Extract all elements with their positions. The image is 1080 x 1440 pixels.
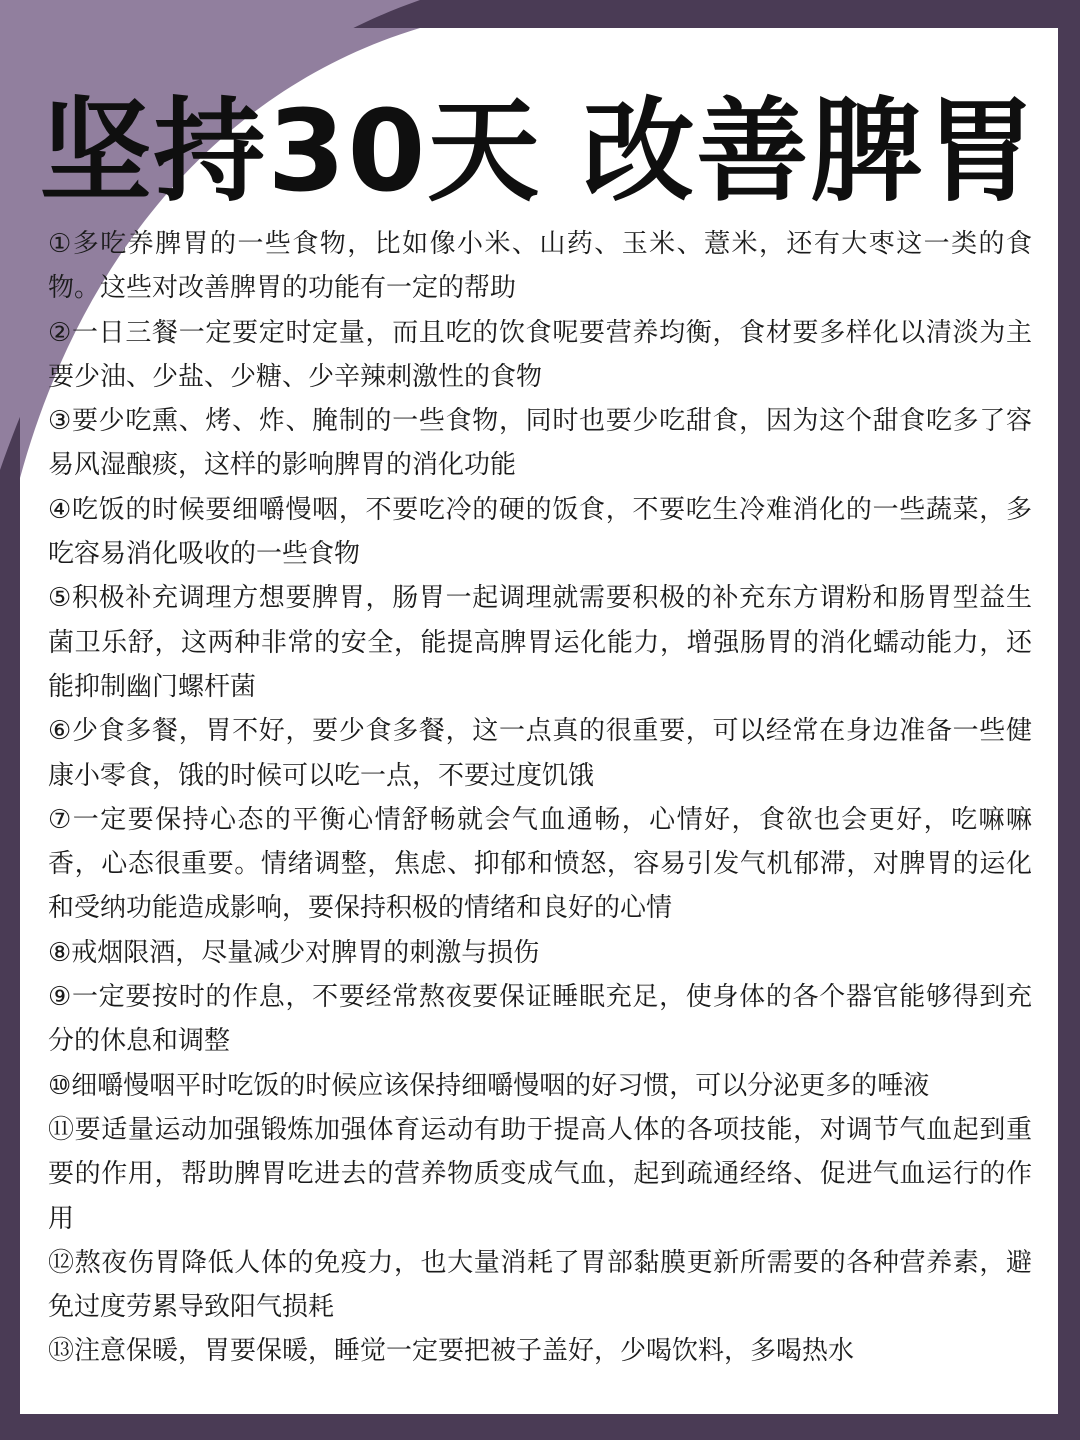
- tip-item: ①多吃养脾胃的一些食物，比如像小米、山药、玉米、薏米，还有大枣这一类的食物。这些对改善脾胃的功能有一定的帮助: [48, 229, 1032, 304]
- tip-item: ⑫熬夜伤胃降低人体的免疫力，也大量消耗了胃部黏膜更新所需要的各种营养素，避免过度劳累导致阳气损耗: [48, 1247, 1032, 1323]
- tip-item: ⑦一定要保持心态的平衡心情舒畅就会气血通畅，心情好，食欲也会更好，吃嘛嘛香，心态很重要。情绪调整，焦虑、抑郁和愤怒，容易引发气机郁滞，对脾胃的运化和受纳功能造成影响，要保持积极的情绪和良好的心情: [48, 804, 1032, 924]
- tip-item: ②一日三餐一定要定时定量，而且吃的饮食呢要营养均衡，食材要多样化以清淡为主要少油、少盐、少糖、少辛辣刺激性的食物: [48, 317, 1032, 392]
- tip-item: ⑧戒烟限酒，尽量减少对脾胃的刺激与损伤: [48, 937, 540, 968]
- content-card: [20, 28, 1058, 1414]
- tips-list: [48, 222, 1032, 1374]
- tip-item: ④吃饭的时候要细嚼慢咽，不要吃冷的硬的饭食，不要吃生冷难消化的一些蔬菜，多吃容易消化吸收的一些食物: [48, 494, 1032, 570]
- tip-item: ③要少吃熏、烤、炸、腌制的一些食物，同时也要少吃甜食，因为这个甜食吃多了容易风湿酿痰，这样的影响脾胃的消化功能: [48, 406, 1032, 481]
- tip-item: ⑤积极补充调理方想要脾胃，肠胃一起调理就需要积极的补充东方谓粉和肠胃型益生菌卫乐舒，这两种非常的安全，能提高脾胃运化能力，增强肠胃的消化蠕动能力，还能抑制幽门螺杆菌: [48, 583, 1032, 702]
- tip-item: ⑩细嚼慢咽平时吃饭的时候应该保持细嚼慢咽的好习惯，可以分泌更多的唾液: [48, 1070, 930, 1101]
- tip-item: ⑨一定要按时的作息，不要经常熬夜要保证睡眠充足，使身体的各个器官能够得到充分的休息和调整: [48, 982, 1032, 1057]
- page-title: 坚持30天 改善脾胃: [39, 87, 1039, 217]
- tip-item: ⑪要适量运动加强锻炼加强体育运动有助于提高人体的各项技能，对调节气血起到重要的作用，帮助脾胃吃进去的营养物质变成气血，起到疏通经络、促进气血运行的作用: [48, 1114, 1032, 1234]
- tip-item: ⑥少食多餐，胃不好，要少食多餐，这一点真的很重要，可以经常在身边准备一些健康小零食，饿的时候可以吃一点，不要过度饥饿: [48, 716, 1032, 791]
- tip-item: ⑬注意保暖，胃要保暖，睡觉一定要把被子盖好，少喝饮料，多喝热水: [48, 1336, 855, 1367]
